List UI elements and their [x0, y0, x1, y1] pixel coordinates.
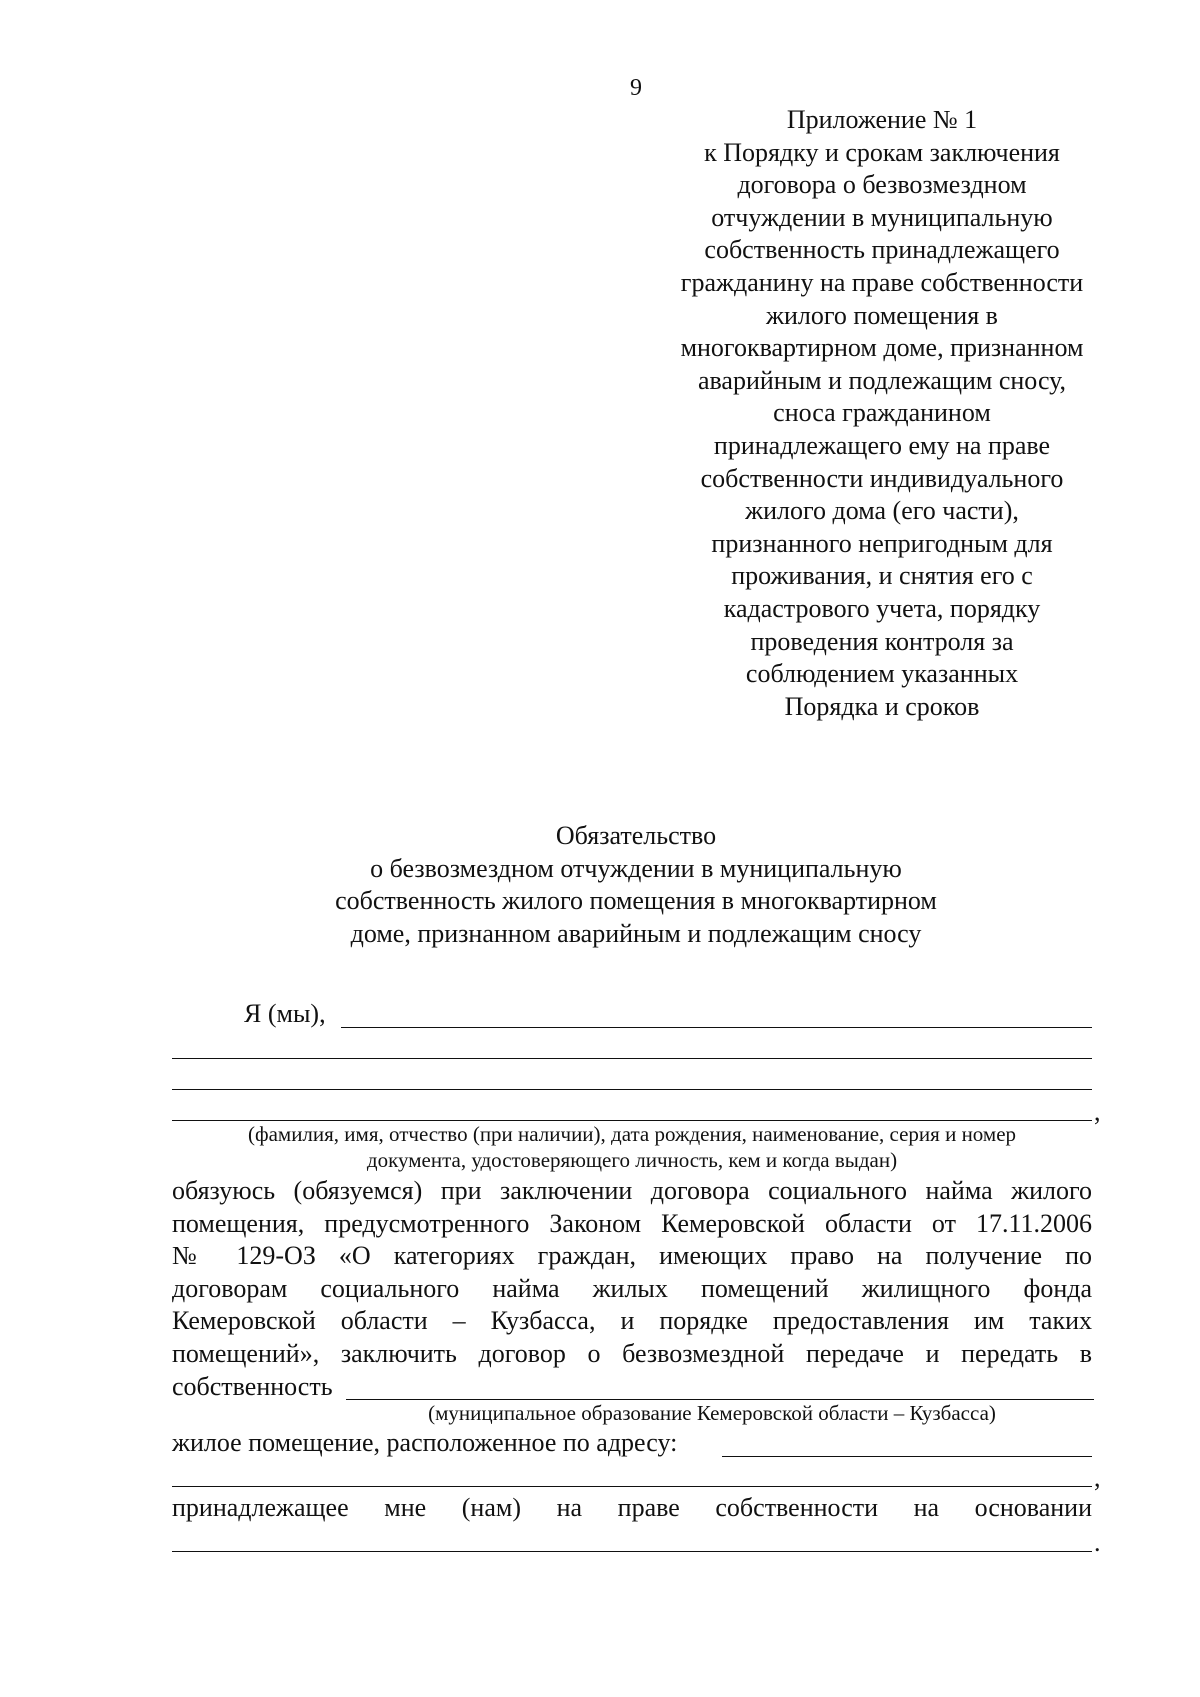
body-text-line: помещения, предусмотренного Законом Кемеровской области от 17.11.2006 — [172, 1208, 1092, 1238]
person-caption-line-1: (фамилия, имя, отчество (при наличии), дата рождения, наименование, серия и номер — [247, 1122, 1017, 1146]
appendix-line: аварийным и подлежащим сносу, — [697, 365, 1067, 395]
title-line: доме, признанном аварийным и подлежащим сносу — [350, 918, 922, 948]
appendix-line: жилого дома (его части), — [745, 496, 1019, 526]
appendix-line: проведения контроля за — [750, 626, 1014, 656]
appendix-line: сноса гражданином — [773, 398, 991, 428]
name-input-line-2[interactable] — [172, 1058, 1092, 1059]
appendix-line: гражданину на праве собственности — [680, 267, 1084, 297]
title-heading: Обязательство — [555, 821, 717, 850]
title-line: о безвозмездном отчуждении в муниципальную — [370, 853, 902, 883]
person-caption-line-2: документа, удостоверяющего личность, кем и когда выдан) — [366, 1148, 898, 1172]
appendix-line: проживания, и снятия его с — [731, 561, 1033, 591]
municipality-caption: (муниципальное образование Кемеровской области – Кузбасса) — [428, 1401, 996, 1425]
appendix-line: собственности индивидуального — [700, 463, 1064, 493]
basis-text: принадлежащее мне (нам) на праве собственности на основании — [172, 1493, 1092, 1522]
body-text-line: обязуюсь (обязуемся) при заключении договора социального найма жилого — [172, 1176, 1092, 1205]
name-input-line-1[interactable] — [341, 1027, 1092, 1028]
address-label: жилое помещение, расположенное по адресу: — [172, 1428, 678, 1457]
document-title — [172, 820, 1100, 950]
appendix-line: кадастрового учета, порядку — [723, 593, 1041, 623]
appendix-line: Приложение № 1 — [786, 105, 978, 134]
appendix-line: договора о безвозмездном — [737, 170, 1027, 200]
appendix-line: отчуждении в муниципальную — [711, 202, 1053, 232]
body-text-line: Кемеровской области – Кузбасса, и порядке предоставления им таких — [172, 1306, 1092, 1336]
body-text-line: № 129-ОЗ «О категориях граждан, имеющих право на получение по — [172, 1241, 1092, 1271]
comma-mark: , — [1094, 1463, 1101, 1492]
address-input-line-2[interactable] — [172, 1486, 1092, 1487]
page-number: 9 — [630, 75, 642, 101]
appendix-line: многоквартирном доме, признанном — [680, 333, 1084, 363]
appendix-header — [612, 104, 1152, 723]
basis-input-line[interactable] — [172, 1551, 1092, 1552]
appendix-line: признанного непригодным для — [711, 528, 1053, 558]
period-mark: . — [1094, 1528, 1101, 1557]
address-input-line-1[interactable] — [722, 1456, 1092, 1457]
body-text-line: помещений», заключить договор о безвозмездной передаче и передать в — [172, 1339, 1092, 1368]
name-input-line-3[interactable] — [172, 1089, 1092, 1090]
appendix-line: к Порядку и срокам заключения — [704, 137, 1060, 167]
appendix-line: жилого помещения в — [766, 300, 998, 330]
comma-mark: , — [1094, 1097, 1101, 1126]
appendix-line: принадлежащего ему на праве — [713, 430, 1051, 460]
ownership-label: собственность — [172, 1372, 333, 1401]
title-line: собственность жилого помещения в многоквартирном — [335, 886, 937, 916]
appendix-line: собственность принадлежащего — [704, 235, 1060, 265]
body-text-line: договорам социального найма жилых помещений жилищного фонда — [172, 1273, 1092, 1303]
appendix-line: Порядка и сроков — [784, 691, 980, 721]
appendix-line: соблюдением указанных — [745, 659, 1019, 689]
intro-label: Я (мы), — [244, 999, 326, 1028]
